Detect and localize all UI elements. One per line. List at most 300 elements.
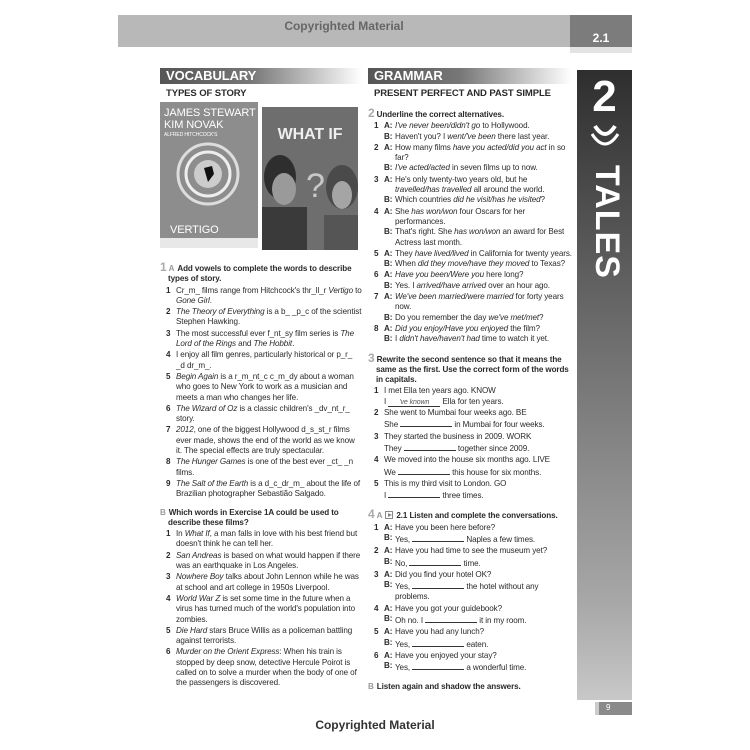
page-number: 9 bbox=[595, 702, 632, 715]
dialogue-line bbox=[384, 163, 572, 173]
item-number: 2 bbox=[374, 142, 379, 152]
answer-blank[interactable]: 've known bbox=[388, 398, 440, 407]
text-run: They bbox=[395, 248, 415, 258]
section-header-grammar: GRAMMAR bbox=[368, 68, 572, 84]
line-text bbox=[384, 442, 529, 454]
line-text bbox=[395, 627, 484, 637]
line-text bbox=[395, 334, 549, 344]
line-text bbox=[384, 489, 484, 501]
text-run: in Mumbai for four weeks. bbox=[452, 420, 545, 430]
text-run: time. bbox=[461, 558, 481, 568]
item-body bbox=[384, 386, 572, 407]
text-run: Do you remember the day bbox=[395, 312, 489, 322]
line-text bbox=[395, 570, 491, 580]
line-text bbox=[384, 418, 545, 430]
item-number: 3 bbox=[374, 431, 379, 441]
answer-blank[interactable] bbox=[409, 557, 461, 566]
dialogue-line bbox=[384, 580, 572, 603]
copyright-watermark: Copyrighted Material bbox=[284, 19, 404, 33]
exercise-heading bbox=[368, 108, 572, 120]
exercise-4a bbox=[368, 509, 572, 673]
text-run: arrived/have arrived bbox=[416, 280, 487, 290]
dialogue-line bbox=[384, 570, 572, 580]
line-text bbox=[395, 207, 572, 228]
exercise-number: 4 bbox=[368, 507, 375, 522]
exercise-item bbox=[374, 175, 572, 206]
line-text bbox=[395, 614, 526, 626]
exercise-item bbox=[374, 479, 572, 502]
unit-number: 2 bbox=[592, 72, 617, 121]
section-subheading: TYPES OF STORY bbox=[166, 88, 247, 99]
exercise-item bbox=[166, 404, 362, 425]
item-body bbox=[176, 551, 362, 572]
exercise-letter: B bbox=[368, 681, 374, 691]
section-subheading: PRESENT PERFECT AND PAST SIMPLE bbox=[374, 88, 551, 99]
audio-play-icon[interactable] bbox=[385, 511, 393, 519]
speaker-label: B: bbox=[384, 334, 393, 344]
poster-line: JAMES STEWART bbox=[164, 107, 256, 119]
line-text bbox=[395, 523, 495, 533]
exercise-instruction: Rewrite the second sentence so that it means the same as the first. Use the correct form of the words in capitals. bbox=[376, 354, 569, 385]
exercise-1a bbox=[160, 262, 362, 500]
exercise-item bbox=[166, 350, 362, 371]
text-run: Vertigo bbox=[328, 285, 353, 295]
exercise-heading bbox=[160, 508, 362, 529]
exercise-item bbox=[166, 307, 362, 328]
dialogue-line bbox=[384, 442, 572, 454]
item-body bbox=[384, 175, 572, 206]
text-run: travelled/has travelled bbox=[395, 185, 472, 195]
text-run: The Wizard of Oz bbox=[176, 403, 238, 413]
dialogue-line bbox=[384, 132, 572, 142]
text-run: . bbox=[209, 295, 212, 305]
line-text bbox=[395, 580, 572, 603]
speaker-label: B: bbox=[384, 195, 393, 205]
item-body bbox=[176, 425, 362, 456]
text-run: Cr_m_ films range from Hitchcock's thr_ll_r bbox=[176, 285, 329, 295]
item-number: 5 bbox=[374, 627, 379, 637]
dialogue-line bbox=[384, 479, 572, 489]
dialogue-line bbox=[384, 324, 572, 334]
dialogue-line bbox=[384, 175, 572, 196]
line-text bbox=[395, 651, 497, 661]
dialogue-line bbox=[384, 334, 572, 344]
unit-code: 2.1 bbox=[570, 15, 632, 47]
what-if-poster bbox=[262, 107, 358, 250]
exercise-item bbox=[374, 207, 572, 248]
text-run: together since 2009. bbox=[455, 443, 530, 453]
text-run: in California for twenty years. bbox=[468, 248, 572, 258]
dialogue-line bbox=[384, 557, 572, 569]
dialogue-line bbox=[384, 259, 572, 269]
dialogue-line bbox=[384, 386, 572, 396]
line-text bbox=[395, 270, 523, 280]
exercise-heading bbox=[160, 262, 362, 285]
item-number: 6 bbox=[374, 270, 379, 280]
item-body bbox=[176, 479, 362, 500]
text-run: it in my room. bbox=[477, 616, 527, 626]
item-body bbox=[384, 570, 572, 603]
exercise-item bbox=[374, 386, 572, 407]
exercise-letter: A bbox=[376, 511, 383, 521]
item-number: 5 bbox=[166, 371, 171, 381]
text-run: Yes. I bbox=[395, 280, 417, 290]
text-run: In bbox=[176, 529, 185, 539]
exercise-letter: B bbox=[160, 507, 166, 517]
item-body bbox=[176, 647, 362, 688]
item-body bbox=[384, 604, 572, 627]
text-run: Did you find your hotel OK? bbox=[395, 569, 492, 579]
exercise-letter: A bbox=[168, 264, 175, 273]
text-run: We bbox=[384, 467, 398, 477]
text-run: for forty years now. bbox=[395, 292, 564, 312]
text-run: What If bbox=[184, 529, 210, 539]
text-run: We've been married/were married bbox=[395, 292, 514, 302]
text-run: San Andreas bbox=[176, 550, 222, 560]
line-text bbox=[395, 175, 572, 196]
speaker-label: A: bbox=[384, 522, 393, 532]
exercise-heading bbox=[368, 509, 572, 521]
dialogue-line bbox=[384, 121, 572, 131]
exercise-item bbox=[374, 143, 572, 174]
dialogue-line bbox=[384, 466, 572, 478]
vertigo-poster bbox=[160, 102, 258, 248]
speaker-label: B: bbox=[384, 637, 393, 647]
item-number: 5 bbox=[374, 478, 379, 488]
answer-blank[interactable] bbox=[398, 466, 450, 475]
text-run: She bbox=[395, 206, 412, 216]
exercise-item bbox=[374, 432, 572, 455]
line-text bbox=[395, 313, 543, 323]
dialogue-line bbox=[384, 455, 572, 465]
text-run: didn't have/haven't had bbox=[399, 334, 480, 344]
item-body bbox=[176, 286, 362, 307]
text-run: This is my third visit to London. GO bbox=[384, 478, 507, 488]
item-number: 4 bbox=[374, 206, 379, 216]
item-number: 7 bbox=[166, 425, 171, 435]
dialogue-line bbox=[384, 227, 572, 248]
speaker-label: B: bbox=[384, 259, 393, 269]
exercise-item bbox=[166, 626, 362, 647]
text-run: has won/won bbox=[411, 206, 458, 216]
dialogue-line bbox=[384, 249, 572, 259]
exercise-item bbox=[166, 425, 362, 456]
text-run: She bbox=[384, 420, 401, 430]
text-run: is based on what would happen if there was an earthquake in Los Angeles. bbox=[176, 550, 361, 571]
text-run: Die Hard bbox=[176, 625, 208, 635]
text-run: eaten. bbox=[464, 639, 489, 649]
text-run: there last year. bbox=[495, 131, 550, 141]
text-run: She went to Mumbai four weeks ago. BE bbox=[384, 408, 527, 418]
exercise-item bbox=[166, 572, 362, 593]
item-body bbox=[176, 307, 362, 328]
text-run: They bbox=[384, 443, 404, 453]
answer-blank[interactable] bbox=[412, 533, 464, 542]
item-number: 1 bbox=[374, 522, 379, 532]
answer-blank[interactable] bbox=[412, 638, 464, 647]
text-run: Have you enjoyed your stay? bbox=[395, 650, 497, 660]
item-number: 7 bbox=[374, 292, 379, 302]
item-number: 8 bbox=[166, 457, 171, 467]
item-number: 5 bbox=[166, 625, 171, 635]
dialogue-line bbox=[384, 270, 572, 280]
text-run: Have you been here before? bbox=[395, 522, 495, 532]
unit-title: TALES bbox=[588, 165, 626, 279]
text-run: : When his train is stopped by deep snow, detective Hercule Poirot is called on to solve a murder when the body of one of the passengers is discovered. bbox=[176, 647, 357, 688]
text-run: is one of the best ever _ct_ _n films. bbox=[176, 457, 353, 477]
text-run: I bbox=[395, 334, 400, 344]
dialogue-line bbox=[384, 627, 572, 637]
line-text bbox=[395, 249, 572, 259]
text-run: stars Bruce Willis as a policeman battling against terrorists. bbox=[176, 625, 353, 646]
item-number: 8 bbox=[374, 323, 379, 333]
exercise-item bbox=[166, 457, 362, 478]
text-run: in seven films up to now. bbox=[449, 163, 538, 173]
text-run: have lived/lived bbox=[414, 248, 469, 258]
exercise-3 bbox=[368, 350, 572, 502]
exercise-item bbox=[166, 594, 362, 625]
exercise-item bbox=[374, 570, 572, 603]
grammar-column bbox=[368, 68, 572, 692]
answer-blank[interactable] bbox=[425, 614, 477, 623]
text-run: Which countries bbox=[395, 195, 454, 205]
speaker-label: A: bbox=[384, 142, 393, 152]
item-number: 4 bbox=[374, 455, 379, 465]
item-number: 1 bbox=[374, 386, 379, 396]
text-run: Have you got your guidebook? bbox=[395, 603, 502, 613]
text-run: did he visit/has he visited bbox=[453, 195, 541, 205]
speaker-label: B: bbox=[384, 131, 393, 141]
text-run: I bbox=[384, 396, 389, 406]
speaker-label: A: bbox=[384, 270, 393, 280]
text-run: . bbox=[292, 339, 295, 349]
text-run: three times. bbox=[440, 491, 484, 501]
item-body bbox=[384, 455, 572, 478]
speaker-label: A: bbox=[384, 546, 393, 556]
item-body bbox=[384, 546, 572, 569]
item-number: 1 bbox=[166, 529, 171, 539]
text-run: in so far? bbox=[395, 142, 566, 163]
text-run: the hotel without any problems. bbox=[395, 582, 539, 602]
text-run: a wonderful time. bbox=[464, 663, 527, 673]
top-banner bbox=[118, 15, 570, 47]
exercise-item bbox=[166, 551, 362, 572]
exercise-4b bbox=[368, 682, 572, 692]
exercise-instruction: Add vowels to complete the words to describe types of story. bbox=[168, 264, 352, 284]
item-number: 2 bbox=[374, 408, 379, 418]
line-text bbox=[384, 408, 527, 418]
text-run: talks about John Lennon while he was at school and art college in 1950s Liverpool. bbox=[176, 572, 359, 592]
text-run: 2012 bbox=[176, 425, 194, 435]
text-run: Ella for ten years. bbox=[440, 396, 504, 406]
speaker-label: A: bbox=[384, 603, 393, 613]
dialogue-line bbox=[384, 143, 572, 164]
exercise-2 bbox=[368, 108, 572, 345]
text-run: is set some time in the future when a virus has turned much of the world's population into zombies. bbox=[176, 593, 356, 624]
item-body bbox=[384, 270, 572, 291]
item-body bbox=[176, 529, 362, 550]
text-run: The Theory of Everything bbox=[176, 307, 265, 317]
item-body bbox=[176, 594, 362, 625]
poster-line: KIM NOVAK bbox=[164, 119, 224, 131]
item-body bbox=[384, 292, 572, 323]
text-run: is a b_ _p_c of the scientist Stephen Hawking. bbox=[176, 307, 362, 327]
item-body bbox=[384, 432, 572, 455]
line-text bbox=[384, 432, 531, 442]
item-body bbox=[384, 523, 572, 546]
unit-strip bbox=[570, 47, 632, 53]
item-body bbox=[384, 143, 572, 174]
speaker-label: B: bbox=[384, 312, 393, 322]
item-number: 2 bbox=[166, 550, 171, 560]
text-run: Yes, bbox=[395, 582, 413, 592]
text-run: That's right. She bbox=[395, 227, 455, 237]
text-run: They started the business in 2009. WORK bbox=[384, 431, 532, 441]
text-run: Murder on the Orient Express bbox=[176, 647, 280, 657]
speaker-label: A: bbox=[384, 323, 393, 333]
exercise-number: 1 bbox=[160, 260, 167, 274]
item-body bbox=[176, 404, 362, 425]
text-run: four Oscars for her performances. bbox=[395, 206, 526, 226]
speaker-label: B: bbox=[384, 661, 393, 671]
answer-blank[interactable] bbox=[388, 489, 440, 498]
text-run: We moved into the house six months ago. LIVE bbox=[384, 455, 550, 465]
item-number: 3 bbox=[374, 174, 379, 184]
dialogue-line bbox=[384, 638, 572, 650]
dialogue-line bbox=[384, 604, 572, 614]
section-header-vocabulary: VOCABULARY bbox=[160, 68, 362, 84]
exercise-item bbox=[166, 286, 362, 307]
answer-blank[interactable] bbox=[404, 442, 456, 451]
exercise-instruction: Listen and complete the conversations. bbox=[409, 511, 558, 521]
text-run: I met Ella ten years ago. KNOW bbox=[384, 386, 496, 396]
text-run: Yes, bbox=[395, 534, 413, 544]
answer-blank[interactable] bbox=[400, 418, 452, 427]
dialogue-line bbox=[384, 195, 572, 205]
text-run: went/'ve been bbox=[447, 131, 496, 141]
item-body bbox=[384, 249, 572, 270]
line-text bbox=[395, 121, 530, 131]
text-run: Yes, bbox=[395, 663, 413, 673]
exercise-item bbox=[166, 329, 362, 350]
text-run: has won/won bbox=[454, 227, 501, 237]
text-run: ? bbox=[539, 312, 544, 322]
exercise-item bbox=[374, 292, 572, 323]
text-run: ? bbox=[540, 195, 545, 205]
dialogue-line bbox=[384, 313, 572, 323]
speaker-label: A: bbox=[384, 121, 393, 131]
text-run: Did you enjoy/Have you enjoyed bbox=[395, 323, 509, 333]
line-text bbox=[395, 546, 547, 556]
text-run: How many films bbox=[395, 142, 453, 152]
line-text bbox=[395, 132, 549, 142]
dialogue-line bbox=[384, 651, 572, 661]
text-run: I enjoy all film genres, particularly historical or p_r_ _d dr_m_. bbox=[176, 350, 353, 370]
dialogue-line bbox=[384, 489, 572, 501]
film-posters bbox=[160, 102, 362, 252]
exercise-item bbox=[374, 270, 572, 291]
audio-track: 2.1 bbox=[396, 511, 408, 521]
line-text bbox=[395, 324, 540, 334]
line-text bbox=[395, 259, 565, 269]
text-run: is a r_m_nt_c c_m_dy about a woman who goes to New York to work as a musician and meets a man who changes her life. bbox=[176, 371, 354, 402]
item-number: 1 bbox=[374, 121, 379, 131]
text-run: Nowhere Boy bbox=[176, 572, 224, 582]
text-run: The Hunger Games bbox=[176, 457, 246, 467]
item-number: 3 bbox=[166, 328, 171, 338]
item-body bbox=[176, 372, 362, 403]
text-run: this house for six months. bbox=[449, 467, 542, 477]
dialogue-line bbox=[384, 546, 572, 556]
exercise-item bbox=[374, 324, 572, 345]
item-body bbox=[176, 457, 362, 478]
speaker-label: A: bbox=[384, 206, 393, 216]
item-body bbox=[384, 121, 572, 142]
exercise-instruction: Which words in Exercise 1A could be used to describe these films? bbox=[168, 507, 339, 527]
text-run: the film? bbox=[508, 323, 540, 333]
vocabulary-column bbox=[160, 68, 362, 689]
speaker-label: B: bbox=[384, 556, 393, 566]
item-number: 1 bbox=[166, 285, 171, 295]
line-text bbox=[384, 397, 504, 407]
exercise-item bbox=[166, 647, 362, 688]
text-run: and bbox=[235, 339, 254, 349]
exercise-item bbox=[374, 408, 572, 431]
text-run: to Texas? bbox=[529, 259, 566, 269]
poster-line: VERTIGO bbox=[170, 224, 219, 236]
item-number: 2 bbox=[166, 307, 171, 317]
item-number: 5 bbox=[374, 248, 379, 258]
exercise-item bbox=[374, 651, 572, 674]
exercise-heading bbox=[368, 350, 572, 386]
dialogue-line bbox=[384, 408, 572, 418]
item-body bbox=[384, 408, 572, 431]
text-run: to bbox=[352, 285, 362, 295]
dialogue-line bbox=[384, 533, 572, 545]
text-run: I've acted/acted bbox=[395, 163, 450, 173]
text-run: time to watch it yet. bbox=[479, 334, 550, 344]
item-body bbox=[384, 207, 572, 248]
line-text bbox=[384, 455, 550, 465]
text-run: Naples a few times. bbox=[464, 534, 536, 544]
dialogue-line bbox=[384, 418, 572, 430]
speaker-label: B: bbox=[384, 614, 393, 624]
line-text bbox=[395, 143, 572, 164]
speaker-label: B: bbox=[384, 532, 393, 542]
dialogue-line bbox=[384, 661, 572, 673]
text-run: Have you been/Were you bbox=[395, 270, 484, 280]
item-number: 4 bbox=[166, 593, 171, 603]
exercise-item bbox=[374, 249, 572, 270]
item-body bbox=[384, 324, 572, 345]
speaker-label: B: bbox=[384, 163, 393, 173]
speaker-label: A: bbox=[384, 174, 393, 184]
text-run: Gone Girl bbox=[176, 295, 210, 305]
exercise-item bbox=[374, 546, 572, 569]
text-run: Have you had any lunch? bbox=[395, 627, 485, 637]
answer-blank[interactable] bbox=[412, 580, 464, 589]
text-run: The Lord of the Rings bbox=[176, 328, 354, 349]
answer-blank[interactable] bbox=[412, 661, 464, 670]
text-run: I've never been/didn't go bbox=[395, 121, 481, 131]
exercise-number: 2 bbox=[368, 106, 375, 120]
text-run: The Salt of the Earth bbox=[176, 478, 249, 488]
text-run: Yes, bbox=[395, 639, 413, 649]
item-number: 9 bbox=[166, 478, 171, 488]
dialogue-line bbox=[384, 397, 572, 407]
svg-text:?: ? bbox=[306, 167, 325, 205]
exercise-item bbox=[166, 529, 362, 550]
